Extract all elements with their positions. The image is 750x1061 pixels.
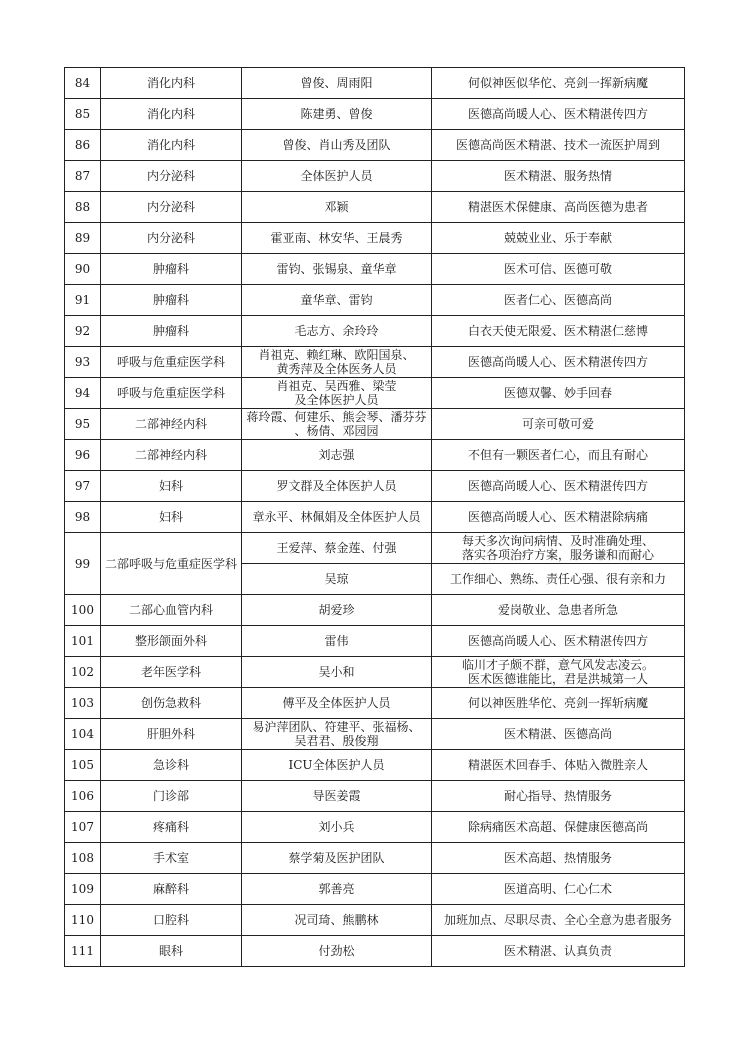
- praise-motto: [432, 533, 685, 564]
- honoree-names: [242, 874, 432, 905]
- department: 肿瘤科: [101, 254, 242, 285]
- praise-motto: [432, 502, 685, 533]
- row-number: 99: [65, 533, 101, 595]
- cell-line: 医德高尚暖人心、医术精湛传四方: [467, 634, 648, 648]
- cell-line: 童华章、雷钧: [300, 293, 373, 307]
- table-row: [65, 161, 685, 192]
- department: 整形颌面外科: [101, 626, 242, 657]
- praise-motto: [432, 564, 685, 595]
- cell-line: 吴小和: [318, 665, 355, 679]
- honoree-names: [242, 750, 432, 781]
- table-row: [65, 347, 685, 378]
- cell-line: 刘志强: [318, 448, 355, 462]
- row-number: 102: [65, 657, 101, 688]
- department: 内分泌科: [101, 192, 242, 223]
- table-row: [65, 223, 685, 254]
- row-number: 104: [65, 719, 101, 750]
- honoree-names: [242, 564, 432, 595]
- table-row: [65, 409, 685, 440]
- department: 二部神经内科: [101, 409, 242, 440]
- cell-line: 陈建勇、曾俊: [300, 107, 373, 121]
- cell-line: 章永平、林佩娟及全体医护人员: [252, 510, 421, 524]
- cell-line: 吴君君、殷俊翔: [294, 734, 379, 748]
- cell-line: 医术精湛、医德高尚: [503, 727, 612, 741]
- praise-motto: [432, 812, 685, 843]
- cell-line: 肖祖克、赖红琳、欧阳国泉、: [258, 348, 415, 362]
- praise-motto: [432, 254, 685, 285]
- cell-line: 付劲松: [318, 944, 355, 958]
- praise-motto: [432, 161, 685, 192]
- cell-line: 全体医护人员: [300, 169, 373, 183]
- department: 二部心血管内科: [101, 595, 242, 626]
- department: 内分泌科: [101, 161, 242, 192]
- department: 二部呼吸与危重症医学科: [101, 533, 242, 595]
- table-row: [65, 750, 685, 781]
- row-number: 88: [65, 192, 101, 223]
- department: 妇科: [101, 502, 242, 533]
- cell-line: 落实各项治疗方案，服务谦和而耐心: [461, 548, 654, 562]
- praise-motto: [432, 378, 685, 409]
- cell-line: 肖祖克、吴西雅、梁莹: [276, 379, 397, 393]
- cell-line: 医术可信、医德可敬: [503, 262, 612, 276]
- row-number: 105: [65, 750, 101, 781]
- row-number: 107: [65, 812, 101, 843]
- cell-line: 精湛医术保健康、高尚医德为患者: [467, 200, 648, 214]
- honoree-names: [242, 781, 432, 812]
- cell-line: 毛志方、余玲玲: [294, 324, 379, 338]
- cell-line: 医德双馨、妙手回春: [503, 386, 612, 400]
- row-number: 86: [65, 130, 101, 161]
- table-body: [65, 68, 685, 967]
- table-row: [65, 316, 685, 347]
- cell-line: 胡爱珍: [318, 603, 355, 617]
- department: 二部神经内科: [101, 440, 242, 471]
- cell-line: 医德高尚医术精湛、技术一流医护周到: [455, 138, 660, 152]
- cell-line: 何似神医似华佗、亮剑一挥新病魔: [467, 76, 648, 90]
- department: 呼吸与危重症医学科: [101, 378, 242, 409]
- cell-line: 黄秀萍及全体医务人员: [276, 362, 397, 376]
- row-number: 87: [65, 161, 101, 192]
- cell-line: 医术医德谁能比，君是洪城第一人: [467, 672, 648, 686]
- praise-motto: [432, 936, 685, 967]
- honoree-names: [242, 285, 432, 316]
- department: 消化内科: [101, 68, 242, 99]
- cell-line: 王爱萍、蔡金莲、付强: [276, 541, 397, 555]
- honoree-names: [242, 68, 432, 99]
- department: 肿瘤科: [101, 285, 242, 316]
- cell-line: 邓颖: [324, 200, 349, 214]
- table-row: [65, 378, 685, 409]
- row-number: 89: [65, 223, 101, 254]
- honoree-names: [242, 657, 432, 688]
- praise-motto: [432, 130, 685, 161]
- cell-line: 雷钧、张锡泉、童华章: [276, 262, 397, 276]
- cell-line: 白衣天使无限爱、医术精湛仁慈博: [467, 324, 648, 338]
- cell-line: 耐心指导、热情服务: [503, 789, 612, 803]
- honoree-names: [242, 812, 432, 843]
- praise-motto: [432, 316, 685, 347]
- cell-line: 蒋玲霞、何建乐、熊会琴、潘芬芬: [246, 410, 427, 424]
- row-number: 96: [65, 440, 101, 471]
- row-number: 97: [65, 471, 101, 502]
- praise-motto: [432, 223, 685, 254]
- cell-line: 医术高超、热情服务: [503, 851, 612, 865]
- cell-line: 吴琼: [324, 572, 349, 586]
- cell-line: 蔡学菊及医护团队: [288, 851, 385, 865]
- cell-line: 医者仁心、医德高尚: [503, 293, 612, 307]
- praise-motto: [432, 471, 685, 502]
- row-number: 110: [65, 905, 101, 936]
- row-number: 84: [65, 68, 101, 99]
- praise-motto: [432, 440, 685, 471]
- honor-list-table: [64, 67, 685, 967]
- praise-motto: [432, 781, 685, 812]
- table-row: [65, 130, 685, 161]
- praise-motto: [432, 874, 685, 905]
- cell-line: 易沪萍团队、符建平、张福杨、: [252, 720, 421, 734]
- cell-line: 、杨倩、邓园园: [294, 424, 379, 438]
- table-row: [65, 812, 685, 843]
- cell-line: 刘小兵: [318, 820, 355, 834]
- cell-line: 每天多次询问病情、及时准确处理、: [461, 534, 654, 548]
- table-row: [65, 719, 685, 750]
- row-number: 93: [65, 347, 101, 378]
- row-number: 85: [65, 99, 101, 130]
- honoree-names: [242, 378, 432, 409]
- table-row: [65, 471, 685, 502]
- cell-line: 加班加点、尽职尽责、全心全意为患者服务: [443, 913, 672, 927]
- department: 创伤急救科: [101, 688, 242, 719]
- table-row: [65, 595, 685, 626]
- cell-line: 导医姜霞: [312, 789, 361, 803]
- praise-motto: [432, 347, 685, 378]
- table-row: [65, 533, 685, 564]
- honoree-names: [242, 192, 432, 223]
- honoree-names: [242, 626, 432, 657]
- cell-line: 况司琦、熊鹏林: [294, 913, 379, 927]
- honoree-names: [242, 130, 432, 161]
- cell-line: 医德高尚暖人心、医术精湛除病痛: [467, 510, 648, 524]
- cell-line: 可亲可敬可爱: [521, 417, 594, 431]
- honoree-names: [242, 688, 432, 719]
- praise-motto: [432, 409, 685, 440]
- cell-line: 医术精湛、认真负责: [503, 944, 612, 958]
- row-number: 108: [65, 843, 101, 874]
- cell-line: 医道高明、仁心仁术: [503, 882, 612, 896]
- table-row: [65, 502, 685, 533]
- cell-line: 工作细心、熟练、责任心强、很有亲和力: [449, 572, 666, 586]
- praise-motto: [432, 688, 685, 719]
- honoree-names: [242, 223, 432, 254]
- department: 麻醉科: [101, 874, 242, 905]
- department: 肿瘤科: [101, 316, 242, 347]
- praise-motto: [432, 843, 685, 874]
- cell-line: 何以神医胜华佗、亮剑一挥斩病魔: [467, 696, 648, 710]
- honoree-names: [242, 440, 432, 471]
- row-number: 95: [65, 409, 101, 440]
- honoree-names: [242, 502, 432, 533]
- table-row: [65, 657, 685, 688]
- row-number: 101: [65, 626, 101, 657]
- praise-motto: [432, 657, 685, 688]
- department: 口腔科: [101, 905, 242, 936]
- honoree-names: [242, 254, 432, 285]
- table-row: [65, 68, 685, 99]
- row-number: 103: [65, 688, 101, 719]
- department: 急诊科: [101, 750, 242, 781]
- department: 手术室: [101, 843, 242, 874]
- praise-motto: [432, 626, 685, 657]
- honoree-names: [242, 719, 432, 750]
- cell-line: 傅平及全体医护人员: [282, 696, 391, 710]
- department: 呼吸与危重症医学科: [101, 347, 242, 378]
- department: 肝胆外科: [101, 719, 242, 750]
- honoree-names: [242, 347, 432, 378]
- department: 妇科: [101, 471, 242, 502]
- cell-line: 爱岗敬业、急患者所急: [497, 603, 618, 617]
- table-row: [65, 285, 685, 316]
- row-number: 100: [65, 595, 101, 626]
- praise-motto: [432, 285, 685, 316]
- cell-line: 医术精湛、服务热情: [503, 169, 612, 183]
- praise-motto: [432, 68, 685, 99]
- department: 眼科: [101, 936, 242, 967]
- honoree-names: [242, 595, 432, 626]
- table-row: [65, 936, 685, 967]
- cell-line: 霍亚南、林安华、王晨秀: [270, 231, 403, 245]
- cell-line: 临川才子颇不群，意气风发志凌云。: [461, 658, 654, 672]
- cell-line: ICU全体医护人员: [288, 758, 385, 772]
- cell-line: 曾俊、肖山秀及团队: [282, 138, 391, 152]
- cell-line: 郭善亮: [318, 882, 355, 896]
- cell-line: 医德高尚暖人心、医术精湛传四方: [467, 479, 648, 493]
- department: 老年医学科: [101, 657, 242, 688]
- cell-line: 罗文群及全体医护人员: [276, 479, 397, 493]
- cell-line: 医德高尚暖人心、医术精湛传四方: [467, 107, 648, 121]
- honoree-names: [242, 533, 432, 564]
- honoree-names: [242, 99, 432, 130]
- cell-line: 雷伟: [324, 634, 349, 648]
- table-row: [65, 626, 685, 657]
- table-row: [65, 440, 685, 471]
- row-number: 92: [65, 316, 101, 347]
- honoree-names: [242, 843, 432, 874]
- cell-line: 医德高尚暖人心、医术精湛传四方: [467, 355, 648, 369]
- table-row: [65, 781, 685, 812]
- praise-motto: [432, 99, 685, 130]
- row-number: 94: [65, 378, 101, 409]
- table-row: [65, 254, 685, 285]
- department: 消化内科: [101, 99, 242, 130]
- row-number: 106: [65, 781, 101, 812]
- praise-motto: [432, 905, 685, 936]
- cell-line: 除病痛医术高超、保健康医德高尚: [467, 820, 648, 834]
- honoree-names: [242, 936, 432, 967]
- table-row: [65, 905, 685, 936]
- row-number: 90: [65, 254, 101, 285]
- praise-motto: [432, 750, 685, 781]
- cell-line: 曾俊、周雨阳: [300, 76, 373, 90]
- cell-line: 兢兢业业、乐于奉献: [503, 231, 612, 245]
- praise-motto: [432, 719, 685, 750]
- praise-motto: [432, 192, 685, 223]
- cell-line: 及全体医护人员: [294, 393, 379, 407]
- department: 消化内科: [101, 130, 242, 161]
- department: 疼痛科: [101, 812, 242, 843]
- honoree-names: [242, 409, 432, 440]
- department: 内分泌科: [101, 223, 242, 254]
- department: 门诊部: [101, 781, 242, 812]
- honoree-names: [242, 161, 432, 192]
- cell-line: 不但有一颗医者仁心，而且有耐心: [467, 448, 648, 462]
- honoree-names: [242, 905, 432, 936]
- table-row: [65, 99, 685, 130]
- row-number: 109: [65, 874, 101, 905]
- row-number: 91: [65, 285, 101, 316]
- honoree-names: [242, 316, 432, 347]
- praise-motto: [432, 595, 685, 626]
- honoree-names: [242, 471, 432, 502]
- table-row: [65, 874, 685, 905]
- table-row: [65, 843, 685, 874]
- table-row: [65, 688, 685, 719]
- row-number: 98: [65, 502, 101, 533]
- row-number: 111: [65, 936, 101, 967]
- cell-line: 精湛医术回春手、体贴入微胜亲人: [467, 758, 648, 772]
- table-row: [65, 192, 685, 223]
